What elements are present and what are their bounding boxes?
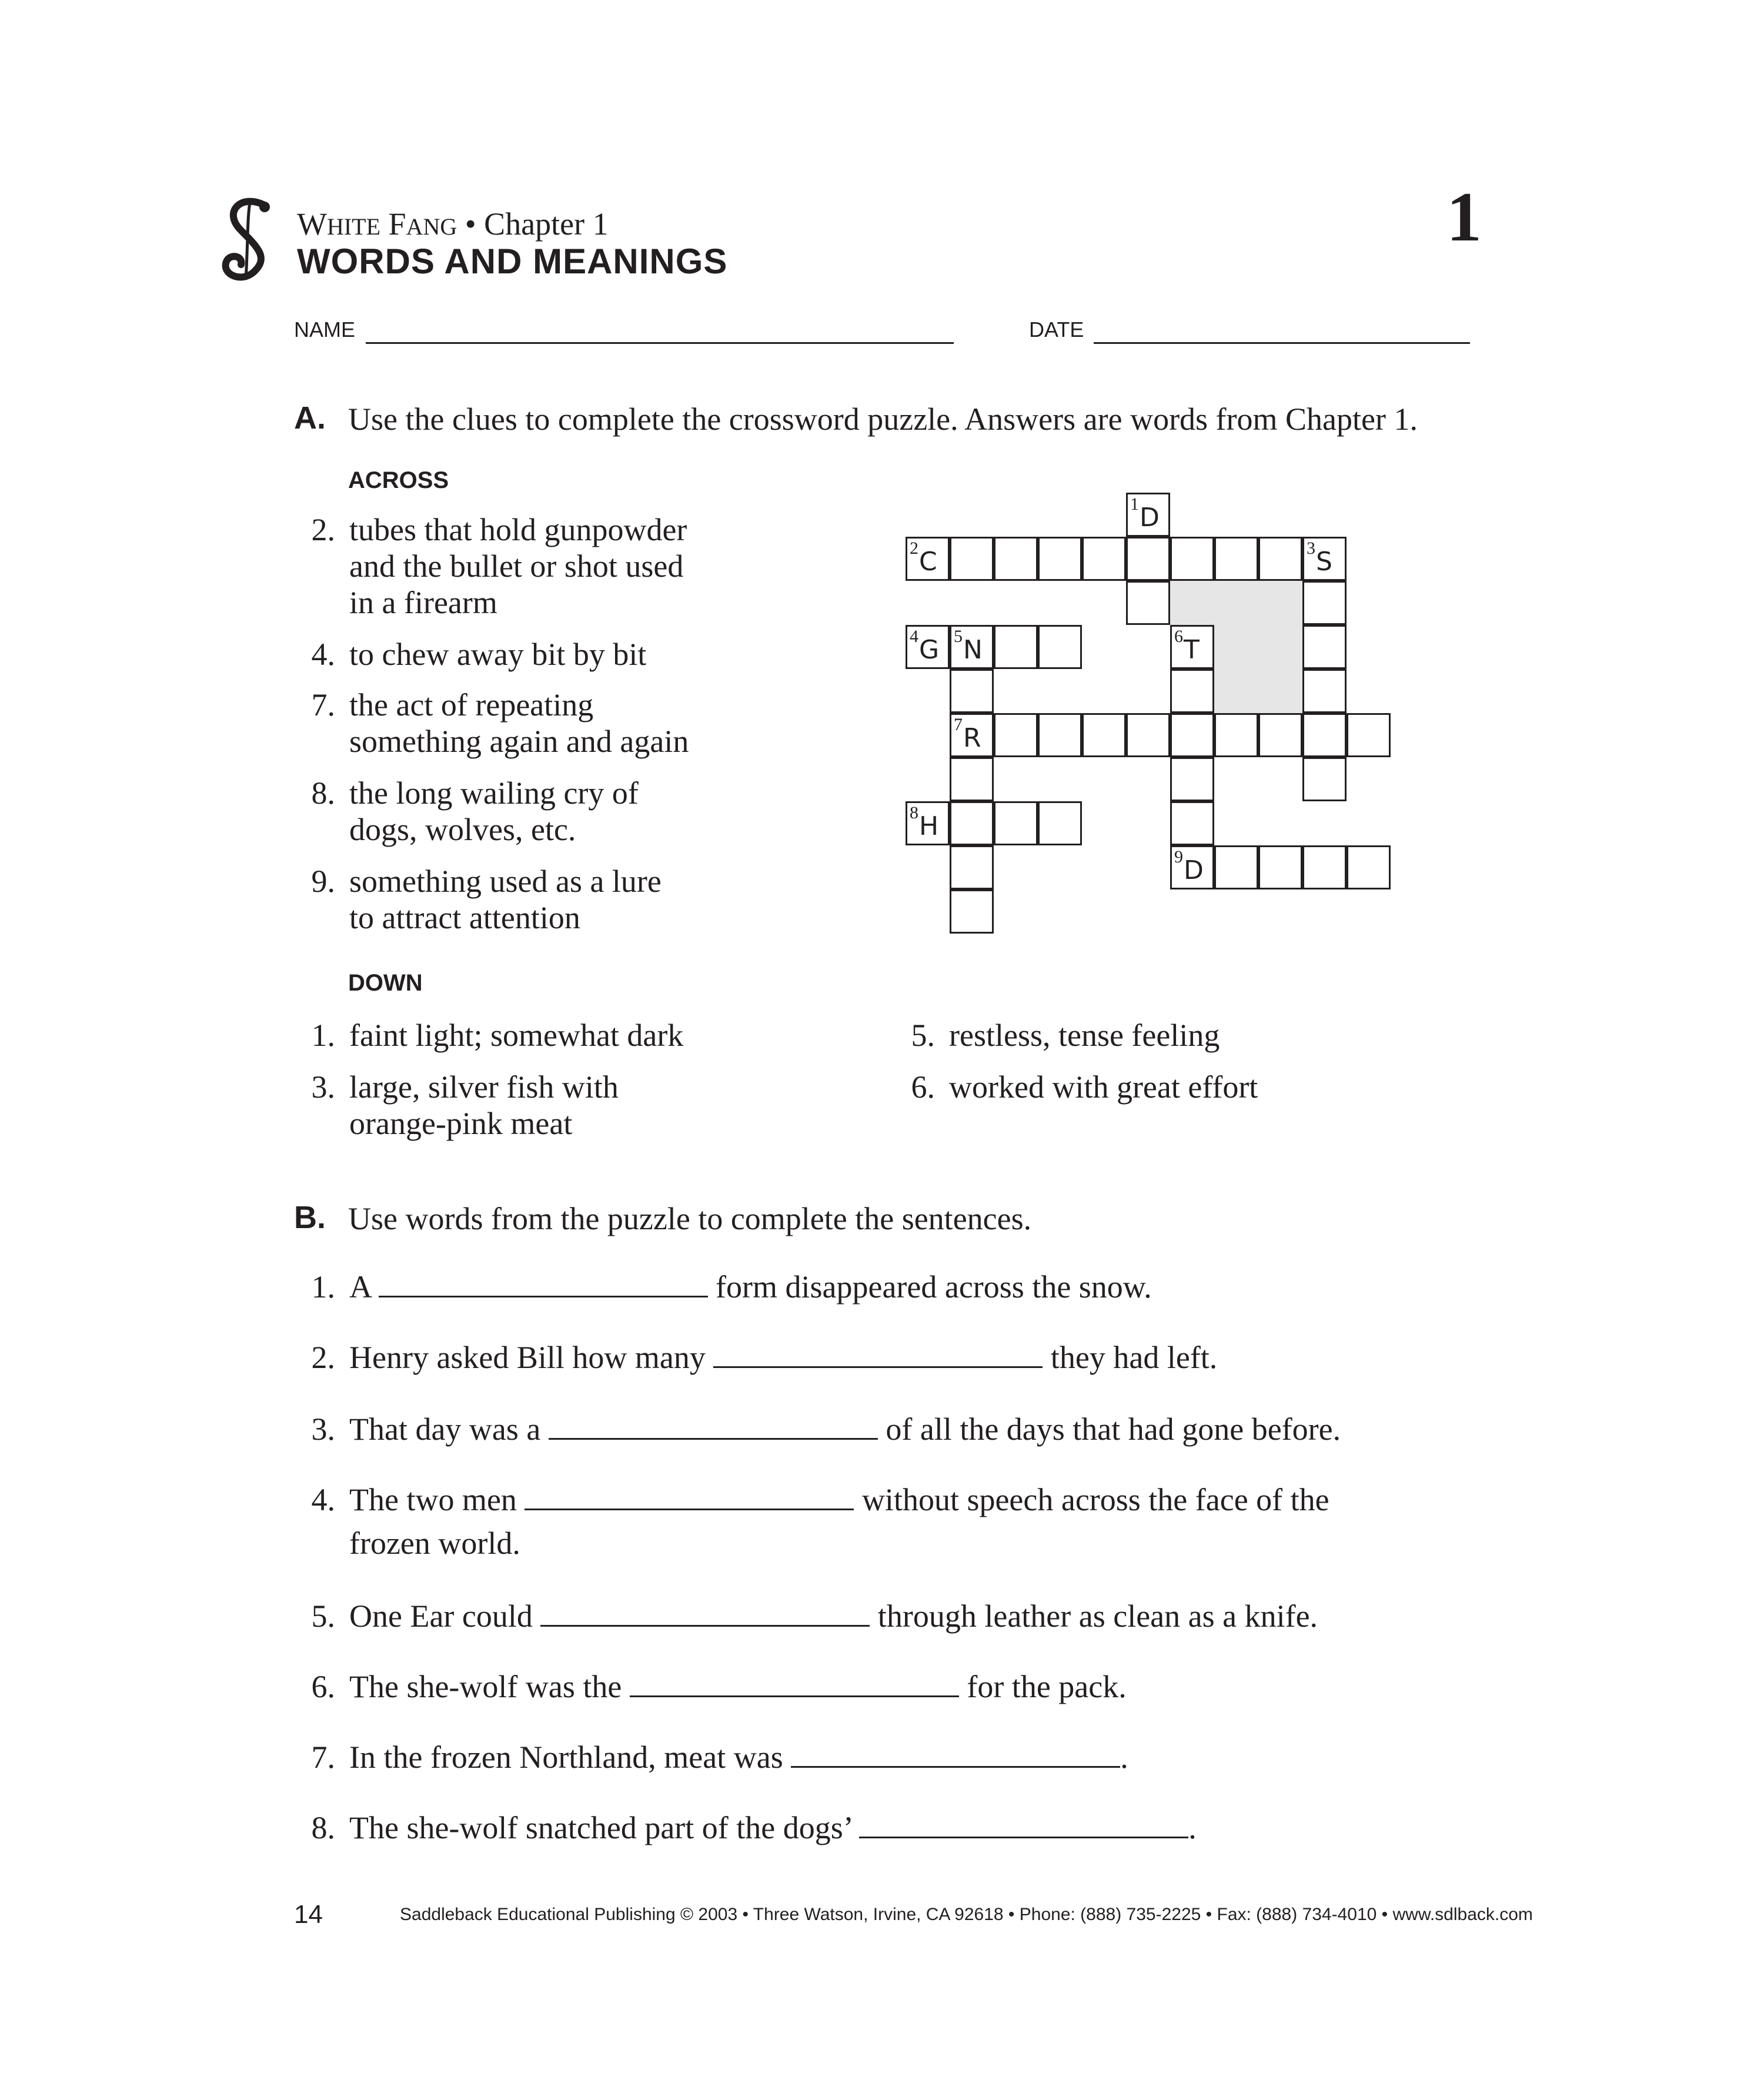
clue-number: 9.	[311, 864, 335, 899]
crossword-cell[interactable]	[1170, 537, 1214, 581]
clue-text: the long wailing cry of	[349, 775, 639, 811]
sentence-number: 7.	[311, 1740, 335, 1775]
clue-item	[294, 636, 823, 673]
sentence-after: .	[1188, 1810, 1197, 1845]
clue-text: dogs, wolves, etc.	[349, 812, 576, 847]
cell-number: 1	[1130, 494, 1139, 514]
clue-text: something used as a lure	[349, 864, 662, 899]
clue-text: tubes that hold gunpowder	[349, 512, 687, 547]
crossword-cell[interactable]	[950, 801, 994, 845]
sentence-text	[349, 1810, 1197, 1846]
crossword-cell[interactable]	[1302, 845, 1347, 889]
sentence-item	[294, 1481, 1529, 1564]
sentence-item	[294, 1339, 1529, 1380]
crossword-cell[interactable]	[1302, 625, 1347, 669]
clue-text: the act of repeating	[349, 687, 594, 723]
crossword-cell[interactable]	[1302, 757, 1347, 801]
clue-item	[294, 1069, 823, 1142]
cell-number: 9	[1174, 847, 1183, 867]
name-field[interactable]	[366, 342, 954, 344]
name-label: NAME	[294, 317, 356, 342]
sentence-number: 2.	[311, 1340, 335, 1375]
crossword-cell[interactable]	[1082, 537, 1126, 581]
sentence-after: .	[1120, 1740, 1128, 1775]
crossword-cell[interactable]	[1214, 537, 1258, 581]
sentence-text	[349, 1668, 1127, 1705]
crossword-cell[interactable]	[950, 625, 994, 669]
page-number: 14	[294, 1900, 323, 1929]
sentence-after: they had left.	[1043, 1340, 1218, 1375]
crossword-cell[interactable]	[1170, 757, 1214, 801]
publisher-footer: Saddleback Educational Publishing © 2003 • Three Watson, Irvine, CA 92618 • Phone: (888) 735-2225 • Fax: (888) 734-4010 • www.sdlback.com	[400, 1905, 1533, 1924]
sentence-number: 8.	[311, 1810, 335, 1845]
crossword-cell[interactable]	[1038, 801, 1082, 845]
clue-text: faint light; somewhat dark	[349, 1018, 684, 1053]
crossword-cell[interactable]	[906, 801, 950, 845]
crossword-cell[interactable]	[1214, 845, 1258, 889]
sentence-item	[294, 1411, 1529, 1452]
crossword-cell[interactable]	[1170, 713, 1214, 757]
crossword-grid	[906, 493, 1399, 939]
crossword-cell[interactable]	[1126, 581, 1170, 625]
sentence-item	[294, 1598, 1529, 1639]
clue-number: 1.	[311, 1018, 335, 1053]
clue-number: 4.	[311, 637, 335, 672]
answer-blank[interactable]	[791, 1740, 1120, 1768]
answer-blank[interactable]	[630, 1670, 959, 1697]
crossword-cell[interactable]	[994, 625, 1038, 669]
sentence-text	[349, 1598, 1318, 1634]
sentence-number: 1.	[311, 1269, 335, 1305]
clue-text: to chew away bit by bit	[349, 637, 647, 672]
down-heading: DOWN	[348, 970, 423, 996]
crossword-cell[interactable]	[994, 537, 1038, 581]
clue-item	[294, 687, 823, 760]
cell-letter: C	[919, 547, 937, 577]
clue-number: 3.	[311, 1069, 335, 1105]
clue-text: worked with great effort	[949, 1069, 1258, 1105]
sentence-number: 6.	[311, 1669, 335, 1704]
date-field[interactable]	[1094, 342, 1470, 344]
answer-blank[interactable]	[540, 1599, 870, 1627]
crossword-cell[interactable]	[1258, 537, 1302, 581]
across-heading: ACROSS	[348, 467, 449, 493]
sentence-before: The she-wolf snatched part of the dogs’	[349, 1810, 860, 1845]
section-b-instruction: Use words from the puzzle to complete the sentences.	[348, 1201, 1032, 1236]
answer-blank[interactable]	[859, 1811, 1188, 1838]
clue-item	[294, 1017, 823, 1053]
crossword-cell[interactable]	[950, 889, 994, 934]
cell-letter: R	[963, 723, 981, 753]
clue-text: large, silver fish with	[349, 1069, 619, 1105]
sentence-before: In the frozen Northland, meat was	[349, 1740, 791, 1775]
sentence-text	[349, 1411, 1341, 1447]
answer-blank[interactable]	[713, 1340, 1043, 1368]
sentence-text	[349, 1269, 1152, 1305]
clue-number: 8.	[311, 775, 335, 811]
sentence-after: of all the days that had gone before.	[877, 1412, 1341, 1447]
clue-item	[294, 863, 823, 936]
cell-letter: D	[1184, 855, 1204, 885]
page-title: WORDS AND MEANINGS	[297, 242, 728, 281]
sentence-text	[349, 1339, 1217, 1376]
crossword-cell[interactable]	[950, 713, 994, 757]
crossword-cell[interactable]	[906, 537, 950, 581]
crossword-cell[interactable]	[1302, 713, 1347, 757]
clue-text: something again and again	[349, 724, 689, 759]
crossword-cell[interactable]	[1038, 537, 1082, 581]
section-a-instruction: Use the clues to complete the crossword puzzle. Answers are words from Chapter 1.	[348, 402, 1418, 437]
sentence-number: 3.	[311, 1412, 335, 1447]
crossword-cell[interactable]	[1170, 801, 1214, 845]
crossword-cell[interactable]	[1302, 581, 1347, 625]
cell-number: 2	[910, 539, 918, 558]
crossword-cell[interactable]	[1170, 845, 1214, 889]
cell-letter: H	[919, 811, 939, 841]
sentence-item	[294, 1269, 1529, 1310]
crossword-cell[interactable]	[1302, 537, 1347, 581]
date-label: DATE	[1029, 317, 1084, 342]
cell-letter: N	[963, 635, 983, 665]
sentence-after: for the pack.	[958, 1669, 1127, 1704]
cell-number: 4	[910, 627, 918, 646]
clue-item	[894, 1069, 1423, 1105]
cell-letter: D	[1140, 503, 1160, 533]
clue-number: 2.	[311, 512, 335, 547]
sentence-number: 4.	[311, 1482, 335, 1517]
clue-text: to attract attention	[349, 900, 580, 935]
crossword-cell[interactable]	[950, 845, 994, 889]
cell-number: 6	[1174, 627, 1183, 646]
answer-blank[interactable]	[379, 1270, 708, 1297]
section-b-letter: B.	[294, 1200, 326, 1235]
crossword-cell[interactable]	[994, 801, 1038, 845]
clue-text: orange-pink meat	[349, 1106, 573, 1141]
clue-number: 7.	[311, 687, 335, 723]
chapter-number: 1	[1446, 178, 1482, 256]
crossword-cell[interactable]	[950, 669, 994, 713]
cell-letter: S	[1316, 547, 1332, 577]
cell-number: 7	[954, 715, 963, 734]
cell-number: 5	[954, 627, 963, 646]
cell-letter: G	[919, 635, 940, 665]
crossword-cell[interactable]	[1347, 713, 1391, 757]
crossword-cell[interactable]	[950, 537, 994, 581]
crossword-cell[interactable]	[906, 625, 950, 669]
sentence-continuation: frozen world.	[349, 1526, 520, 1561]
sentence-before: Henry asked Bill how many	[349, 1340, 714, 1375]
sentence-item	[294, 1668, 1529, 1710]
crossword-cell[interactable]	[1038, 713, 1082, 757]
sentence-before: The two men	[349, 1482, 525, 1517]
sentence-item	[294, 1810, 1529, 1851]
clue-number: 6.	[911, 1069, 935, 1105]
sentence-after: through leather as clean as a knife.	[870, 1598, 1318, 1634]
crossword-cell[interactable]	[1170, 669, 1214, 713]
sentence-text	[349, 1739, 1128, 1775]
clue-number: 5.	[911, 1018, 935, 1053]
cell-letter: T	[1184, 635, 1200, 665]
clue-text: in a firearm	[349, 585, 497, 620]
saddleback-logo-icon	[218, 194, 282, 282]
crossword-cell[interactable]	[950, 757, 994, 801]
sentence-after: without speech across the face of the	[854, 1482, 1329, 1517]
crossword-cell[interactable]	[1038, 625, 1082, 669]
crossword-cell[interactable]	[1347, 845, 1391, 889]
crossword-cell[interactable]	[1170, 625, 1214, 669]
clue-item	[294, 775, 823, 848]
crossword-cell[interactable]	[1302, 669, 1347, 713]
sentence-before: That day was a	[349, 1412, 549, 1447]
answer-blank[interactable]	[549, 1412, 878, 1440]
sentence-after: form disappeared across the snow.	[707, 1269, 1152, 1305]
answer-blank[interactable]	[524, 1483, 854, 1510]
clue-item	[894, 1017, 1423, 1053]
crossword-cell[interactable]	[1258, 845, 1302, 889]
crossword-cell[interactable]	[1214, 713, 1258, 757]
sentence-text	[349, 1481, 1329, 1518]
sentence-number: 5.	[311, 1598, 335, 1634]
sentence-before: The she-wolf was the	[349, 1669, 630, 1704]
clue-item	[294, 511, 823, 621]
cell-number: 8	[910, 803, 918, 822]
crossword-cell[interactable]	[1082, 713, 1126, 757]
series-title: WHITE FANG • Chapter 1	[297, 206, 609, 242]
crossword-cell[interactable]	[1126, 493, 1170, 537]
clue-text: and the bullet or shot used	[349, 548, 684, 584]
crossword-cell[interactable]	[1258, 713, 1302, 757]
sentence-item	[294, 1739, 1529, 1780]
crossword-cell[interactable]	[1126, 713, 1170, 757]
cell-number: 3	[1307, 539, 1315, 558]
section-a-letter: A.	[294, 400, 326, 436]
crossword-cell[interactable]	[1126, 537, 1170, 581]
sentence-before: A	[349, 1269, 379, 1305]
clue-text: restless, tense feeling	[949, 1018, 1220, 1053]
crossword-cell[interactable]	[994, 713, 1038, 757]
sentence-before: One Ear could	[349, 1598, 541, 1634]
